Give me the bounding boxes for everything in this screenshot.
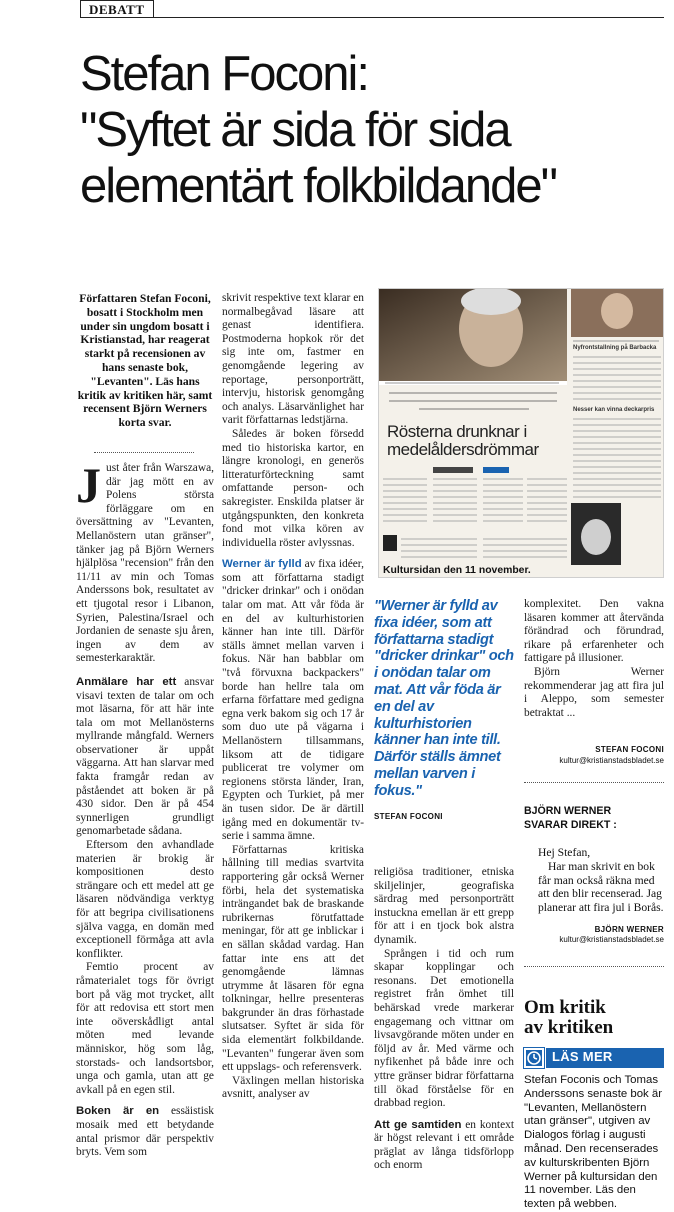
col2-paragraph-3: av fixa idéer, som att författarna stadigt "dricker drinkar" och i onödan talar om mat. Att vår föda är en del av kulturhistorien känner han inte till. Därför ställs ämnet mellan varven i fokus. När han babblar om "två förvuxna backpackers" borde han hellre tala om erfarna författare med gedigna egna verk bakom sig och 17 år som duo ute på vägarna i Mellanöstern tillsammans, liksom att de tidigare publicerat tre volymer om regionens största länder, Iran, Egypten och Turkiet, på mer än tusen sidor. De är därtill igång med en dokumentär tv-serie i samma ämne. xyxy=(222,558,364,843)
col3-paragraph-3: en kontext är högst relevant i ett område präglat av långa tidsförlopp och enorm xyxy=(374,1118,514,1172)
signature-email: kultur@kristianstadsbladet.se xyxy=(559,756,664,765)
col4-paragraph-1: komplexitet. Den vakna läsaren kommer att återvända förändrad och förundrad, rikare på erfarenheter och fattigare på illusioner. xyxy=(524,598,664,665)
read-more-label[interactable]: LÄS MER xyxy=(546,1048,664,1068)
reply-greeting: Hej Stefan, xyxy=(538,846,591,859)
thumbnail-caption: Kultursidan den 11 november. xyxy=(383,565,531,576)
reply-name: BJÖRN WERNER xyxy=(594,924,664,934)
ingress-text: Författaren Stefan Foconi, bosatt i Stockholm men under sin ungdom bosatt i Kristianstad, har reagerat starkt på recensionen av hans senaste bok, "Levanten". Läs hans kritik av kritiken här, samt recensent Björn Werners korta svar. xyxy=(77,292,213,430)
pull-quote xyxy=(374,598,518,821)
reply-email: kultur@kristianstadsbladet.se xyxy=(559,934,664,944)
headline-line-1: Stefan Foconi: xyxy=(80,47,368,101)
factbox xyxy=(524,998,664,1212)
inset-right-title-2: Nesser kan vinna deckarpris xyxy=(573,407,655,413)
headline-line-2: "Syftet är sida för sida xyxy=(80,103,510,157)
reply-box xyxy=(524,804,664,944)
factbox-title-2: av kritiken xyxy=(524,1017,614,1038)
col1-paragraph-5: essäistisk mosaik med ett betydande antal prismor där perspektiv bryts. Vem som xyxy=(76,1105,214,1159)
col1-paragraph-1: ust åter från Warszawa, där jag mött en av Polens största förläggare om en översättning av "Levanten, Mellanöstern utan gränser", tänker jag på Björn Werners hjälplösa "recension" från den 11/11 av min och Tomas Anderssons bok, resultatet av ett tjugotal resor i Libanon, Syrien, Palestina/Israel och Jordanien de senaste sju åren, ingen av dem av semesterkaraktär. xyxy=(76,462,214,665)
pull-quote-byline: STEFAN FOCONI xyxy=(374,811,443,821)
col3-paragraph-1: religiösa traditioner, etniska skiljelinjer, geografiska särdrag med personporträtt instuckna emellan är ett grepp för att i en tjock bok alstra dynamik. xyxy=(374,866,514,946)
review-page-thumbnail xyxy=(378,288,664,578)
col4-paragraph-2: Björn Werner rekommenderar jag att fira jul i Aleppo, som semester betraktat ... xyxy=(524,665,664,719)
col3-lead-3: Att ge samtiden xyxy=(374,1118,462,1131)
article-column-3 xyxy=(374,866,514,1173)
drop-cap: J xyxy=(76,457,101,513)
reply-heading-2: SVARAR DIREKT : xyxy=(524,819,617,831)
col2-paragraph-4: Författarnas kritiska hållning till medias svartvita rapportering går också Werner förbi, hela det systematiska inträngandet bak de braskande rubrikernas förutfattade meningar, för att ge inblickar i en sällan skådad vardag. Han fattar inte ens att det genomgående lämnas utrymme åt läsaren för egna tolkningar, hellre presenteras bakgrunder än dras förhastade slutsatser. Syftet är sida för sida elementärt folkbildande. "Levanten" fungerar även som ett uppslags- och referensverk. xyxy=(222,843,364,1074)
col2-paragraph-1: skrivit respektive text klarar en normalbegåvad läsare att genast identifiera. Postmoderna hopkok rör det sig inte om, fastmer en genomgående legering av reportage, personporträtt, intervju, historisk genomgång och analys. Läsarvänlighet har varit författarnas ledstjärna. xyxy=(222,292,364,427)
reply-divider-top xyxy=(524,782,664,783)
col1-paragraph-3: Eftersom den avhandlade materien är brokig är kompositionen desto strängare och ett medel att ge läsaren nödvändiga verktyg för att begripa civilisationens själva vagga, en domän med exceptionell förmåga att avla konflikter. xyxy=(76,839,214,960)
signature-name: STEFAN FOCONI xyxy=(595,745,664,754)
col3-paragraph-2: Sprången i tid och rum skapar kopplingar och resonans. Det emotionella registret från ömhet till behärskad vrede markerar engagemang och vittnar om livsavgörande möten under en följd av år. Med värme och nyfikenhet på både inre och yttre gränser bidrar författarna till ökad förståelse för en drabbad region. xyxy=(374,947,514,1110)
pull-quote-text: "Werner är fylld av fixa idéer, som att författarna stadigt "dricker drinkar" och i onödan talar om mat. Att vår föda är en del av kulturhistorien känner han inte till. Därför ställs ämnet mellan varven i fokus." xyxy=(374,598,514,799)
inset-right-title-1: Nyfrontstallning på Barbacka xyxy=(573,345,657,351)
col1-paragraph-2: ansvar visavi texten de talar om och mot läsarna, för att här inte tala om mot Mellanösterns myllrande mångfald. Werners observationer är uppåt väggarna. Att han slarvar med fakta framgår redan av påståendet att boken är på 430 sidor. Den är på 454 synnerligen grundligt genomarbetade sådana. xyxy=(76,675,215,838)
reply-divider-bottom xyxy=(524,966,664,967)
col1-paragraph-4: Femtio procent av råmaterialet togs för övrigt bort på väg mot trycket, allt för att redovisa ett stort men inte oöverskådligt antal möten med levande människor, hög som låg, storstads- och landsortsbor, unga och gamla, utan att ge avkall på en egen stil. xyxy=(76,961,214,1096)
ingress xyxy=(76,292,214,430)
col1-lead-2: Anmälare har ett xyxy=(76,675,177,688)
section-rule xyxy=(80,17,664,18)
inset-headline: Rösterna drunknar i medelåldersdrömmar xyxy=(387,422,539,459)
reply-heading-1: BJÖRN WERNER xyxy=(524,805,612,817)
factbox-text: Stefan Foconis och Tomas Anderssons senaste bok är "Levanten, Mellanöstern utan gränser", utgiven av Dialogos förlag i augusti månad. Den recenserades av kulturskribenten Björn Werner på kultursidan den 11 november. Läs den texten på webben. xyxy=(524,1074,663,1211)
reply-body: Har man skrivit en bok får man också räkna med att den blir recenserad. Jag planerar att fira jul i Borås. xyxy=(538,859,664,915)
article-column-2 xyxy=(222,292,364,1102)
section-label: DEBATT xyxy=(80,0,154,18)
col2-paragraph-5: Växlingen mellan historiska avsnitt, analyser av xyxy=(222,1074,364,1101)
headline-line-3: elementärt folkbildande" xyxy=(80,159,557,213)
article-column-1 xyxy=(76,457,215,1160)
col1-lead-5: Boken är en xyxy=(76,1105,160,1118)
article-column-4 xyxy=(524,598,664,720)
ingress-divider xyxy=(94,452,194,453)
factbox-title-1: Om kritik xyxy=(524,997,606,1018)
col2-lead-3: Werner är fylld xyxy=(222,558,302,571)
read-more-bar[interactable] xyxy=(524,1048,664,1068)
col2-paragraph-2: Således är boken försedd med tio historiska kartor, en längre kronologi, en generös litteraturförteckning samt omfattande person- och sakregister. Enskilda platser är utgångspunkten, den konkreta fond mot vilka kören av individuella röster avlyssnas. xyxy=(222,427,364,549)
headline xyxy=(80,46,670,214)
signature xyxy=(524,745,664,765)
clock-icon xyxy=(524,1048,544,1068)
